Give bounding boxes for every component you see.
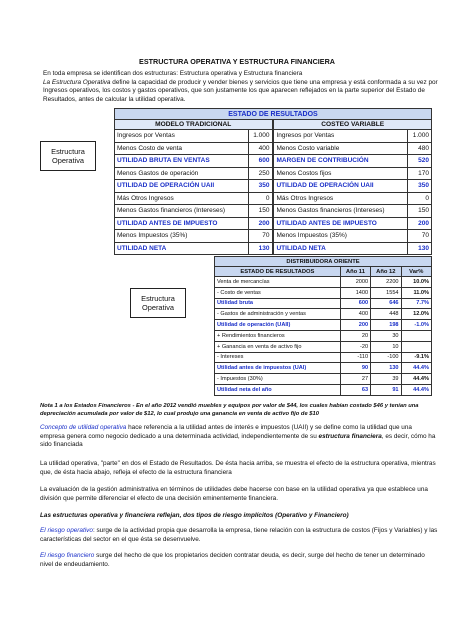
table1-cell-rv: 480 <box>408 142 432 155</box>
table2-cell-v: 7.7% <box>401 298 431 309</box>
table1-cell-r: MARGEN DE CONTRIBUCIÓN <box>274 155 408 168</box>
table2-cell-c: Utilidad antes de impuestos (UAI) <box>215 363 341 374</box>
table2-cell-a: 90 <box>340 363 370 374</box>
intro-rest: define la capacidad de producir y vender bienes y servicios que tiene una empresa y está conformada a su vez por Ingresos operativos, los costos y gastos operativos, que son justamente los que aparecen reflejados en la parte superior del Estado de Resultados, antes de calcular la utilidad operativa. <box>43 78 438 103</box>
page-title: ESTRUCTURA OPERATIVA Y ESTRUCTURA FINANCIERA <box>139 57 335 66</box>
table1-title: ESTADO DE RESULTADOS <box>115 109 432 120</box>
table2-row <box>215 298 432 309</box>
table2-row <box>215 384 432 395</box>
table1-cell-lv: 600 <box>248 155 272 168</box>
table1-cell-rv: 70 <box>408 230 432 243</box>
risk-financiero-text: surge del hecho de que los propietarios deciden contratar deuda, es decir, surge del hecho de tener un determinado nivel de endeudamiento. <box>40 552 425 568</box>
table2-row <box>215 287 432 298</box>
table1-cell-l: Menos Impuestos (35%) <box>115 230 249 243</box>
paragraph-2: La utilidad operativa, "parte" en dos el Estado de Resultados. De ésta hacia arriba, se muestra el efecto de la estructura operativa, mientras que, de ésta hacia abajo, refleja el efecto de la estructura financiera <box>40 460 436 476</box>
table1-cell-l: UTILIDAD ANTES DE IMPUESTO <box>115 217 249 230</box>
table2-row <box>215 277 432 288</box>
table1-cell-lv: 70 <box>248 230 272 243</box>
risk-heading: Las estructuras operativa y financiera reflejan, dos tipos de riesgo implícitos (Operativo y Financiero) <box>40 512 349 519</box>
table2-cell-a: -20 <box>340 341 370 352</box>
table2-row <box>215 341 432 352</box>
table1-cell-r: UTILIDAD ANTES DE IMPUESTO <box>274 217 408 230</box>
table2-cell-b: 646 <box>371 298 401 309</box>
table1-cell-r: Menos Costo variable <box>274 142 408 155</box>
table2-header-0: ESTADO DE RESULTADOS <box>215 267 341 277</box>
table1-cell-rv: 520 <box>408 155 432 168</box>
table2-cell-a: 200 <box>340 320 370 331</box>
paragraph-3: La evaluación de la gestión administrativa en términos de utilidades debe hacerse con base en la utilidad operativa ya que establece una división que permite diferenciar el efecto de una decisión eminentemente financiera. <box>40 486 428 502</box>
table2-cell-b: 39 <box>371 374 401 385</box>
table2-cell-b: 130 <box>371 363 401 374</box>
table2-row <box>215 352 432 363</box>
table1-cell-rv: 350 <box>408 180 432 193</box>
table1-cell-l: Más Otros Ingresos <box>115 192 249 205</box>
intro-term: La Estructura Operativa <box>43 78 111 86</box>
table2-cell-c: + Rendimientos financieros <box>215 330 341 341</box>
table2-cell-b: 2200 <box>371 277 401 288</box>
table2-cell-b: -100 <box>371 352 401 363</box>
table1-cell-rv: 1.000 <box>408 130 432 143</box>
table2-cell-b: 10 <box>371 341 401 352</box>
concept-paragraph <box>40 424 438 450</box>
estructura-operativa-label-2: Estructura Operativa <box>130 288 186 318</box>
table1-left-header: MODELO TRADICIONAL <box>115 120 273 130</box>
concept-term-2: estructura financiera <box>318 432 382 440</box>
table2-cell-v: -1.0% <box>401 320 431 331</box>
table1-cell-rv: 130 <box>408 242 432 255</box>
table1-cell-l: UTILIDAD DE OPERACIÓN UAII <box>115 180 249 193</box>
table1-row <box>115 180 432 193</box>
table2-cell-b: 448 <box>371 309 401 320</box>
table2-cell-a: 400 <box>340 309 370 320</box>
table2-cell-c: Venta de mercancías <box>215 277 341 288</box>
table2-cell-v <box>401 341 431 352</box>
table1-cell-rv: 150 <box>408 205 432 218</box>
table1-cell-r: Menos Gastos financieros (Intereses) <box>274 205 408 218</box>
table1-cell-r: Ingresos por Ventas <box>274 130 408 143</box>
table1-cell-r: UTILIDAD NETA <box>274 242 408 255</box>
table1-cell-l: UTILIDAD NETA <box>115 242 249 255</box>
table2-cell-c: - Gastos de administración y ventas <box>215 309 341 320</box>
concept-text-1: hace referencia a la utilidad antes de interés e impuestos (UAII) y se define como la utilidad que una empresa genera como negocio dedicado a una determinada actividad, independientemente de su <box>40 424 412 440</box>
risk-financiero-term: El riesgo financiero <box>40 552 95 559</box>
table2-cell-c: - Costo de ventas <box>215 287 341 298</box>
table1-cell-lv: 130 <box>248 242 272 255</box>
table1-row <box>115 242 432 255</box>
table2-cell-v <box>401 330 431 341</box>
table2-cell-a: 2000 <box>340 277 370 288</box>
estructura-operativa-label: Estructura Operativa <box>40 141 96 171</box>
table1-cell-l: UTILIDAD BRUTA EN VENTAS <box>115 155 249 168</box>
table2-cell-a: -110 <box>340 352 370 363</box>
table1-cell-lv: 350 <box>248 180 272 193</box>
table2-cell-c: Utilidad de operación (UAII) <box>215 320 341 331</box>
table2-cell-v: -9.1% <box>401 352 431 363</box>
table2-cell-a: 1400 <box>340 287 370 298</box>
risk-operativo-term: El riesgo operativo <box>40 527 93 534</box>
table1-cell-r: Menos Impuestos (35%) <box>274 230 408 243</box>
table1-cell-lv: 400 <box>248 142 272 155</box>
table1-cell-l: Ingresos por Ventas <box>115 130 249 143</box>
table1-cell-rv: 170 <box>408 167 432 180</box>
table2-cell-a: 600 <box>340 298 370 309</box>
intro-line-1: En toda empresa se identifican dos estructuras: Estructura operativa y Estructura financiera <box>43 70 303 77</box>
note-text: Nota 1 a los Estados Financieros - En el año 2012 vendió muebles y equipos por valor de $44, los cuales habían costado $46 y tenían una depreciación acumulada por valor de $12, lo cual produjo una ganancia en venta de activo fijo de $10 <box>40 403 419 417</box>
table1-cell-lv: 250 <box>248 167 272 180</box>
table2-cell-b: 198 <box>371 320 401 331</box>
table1-row <box>115 130 432 143</box>
table1-cell-r: Menos Costos fijos <box>274 167 408 180</box>
table2-cell-v: 11.0% <box>401 287 431 298</box>
concept-term: Concepto de utilidad operativa <box>40 424 127 431</box>
table2-cell-b: 1554 <box>371 287 401 298</box>
table2-header-2: Año 12 <box>371 267 401 277</box>
table2-cell-a: 27 <box>340 374 370 385</box>
table2-row <box>215 320 432 331</box>
table2-cell-c: + Ganancia en venta de activo fijo <box>215 341 341 352</box>
table2-cell-v: 44.4% <box>401 384 431 395</box>
table1-row <box>115 142 432 155</box>
table2-cell-c: - Intereses <box>215 352 341 363</box>
risk-operativo-text: : surge de la actividad propia que desarrolla la empresa, tiene relación con la estructura de costos (Fijos y Variables) y las características del sector en el que ésta se desenvuelve. <box>40 527 438 543</box>
table1-cell-lv: 0 <box>248 192 272 205</box>
table2-cell-v: 10.0% <box>401 277 431 288</box>
table1-cell-l: Menos Gastos financieros (Intereses) <box>115 205 249 218</box>
table2-title: DISTRIBUIDORA ORIENTE <box>215 257 432 267</box>
table2-cell-a: 20 <box>340 330 370 341</box>
table2-cell-b: 30 <box>371 330 401 341</box>
table2-cell-v: 12.0% <box>401 309 431 320</box>
table1-cell-l: Menos Gastos de operación <box>115 167 249 180</box>
table1-cell-lv: 1.000 <box>248 130 272 143</box>
table2-cell-v: 44.4% <box>401 363 431 374</box>
table2-cell-c: - Impuestos (30%) <box>215 374 341 385</box>
table2-cell-c: Utilidad neta del año <box>215 384 341 395</box>
table1-cell-lv: 200 <box>248 217 272 230</box>
risk-operativo-paragraph <box>40 527 438 544</box>
table2-cell-a: 63 <box>340 384 370 395</box>
table1-cell-rv: 0 <box>408 192 432 205</box>
table1-row <box>115 192 432 205</box>
intro-paragraph <box>43 70 438 104</box>
estado-resultados-table <box>114 108 432 255</box>
table2-row <box>215 309 432 320</box>
table1-row <box>115 217 432 230</box>
table2-cell-v: 44.4% <box>401 374 431 385</box>
table2-header-1: Año 11 <box>340 267 370 277</box>
risk-financiero-paragraph <box>40 552 438 569</box>
concept-text-2: , es decir, cómo ha sido financiada <box>40 432 436 449</box>
table1-cell-r: Más Otros Ingresos <box>274 192 408 205</box>
table1-cell-l: Menos Costo de venta <box>115 142 249 155</box>
table2-row <box>215 374 432 385</box>
table1-row <box>115 155 432 168</box>
table1-cell-lv: 150 <box>248 205 272 218</box>
table1-row <box>115 167 432 180</box>
table2-cell-b: 91 <box>371 384 401 395</box>
table1-cell-rv: 200 <box>408 217 432 230</box>
table2-cell-c: Utilidad bruta <box>215 298 341 309</box>
table2-row <box>215 330 432 341</box>
distribuidora-table <box>214 256 432 396</box>
table1-row <box>115 230 432 243</box>
table1-right-header: COSTEO VARIABLE <box>274 120 432 130</box>
table2-header-3: Var% <box>401 267 431 277</box>
table1-cell-r: UTILIDAD DE OPERACIÓN UAII <box>274 180 408 193</box>
table2-row <box>215 363 432 374</box>
table1-row <box>115 205 432 218</box>
